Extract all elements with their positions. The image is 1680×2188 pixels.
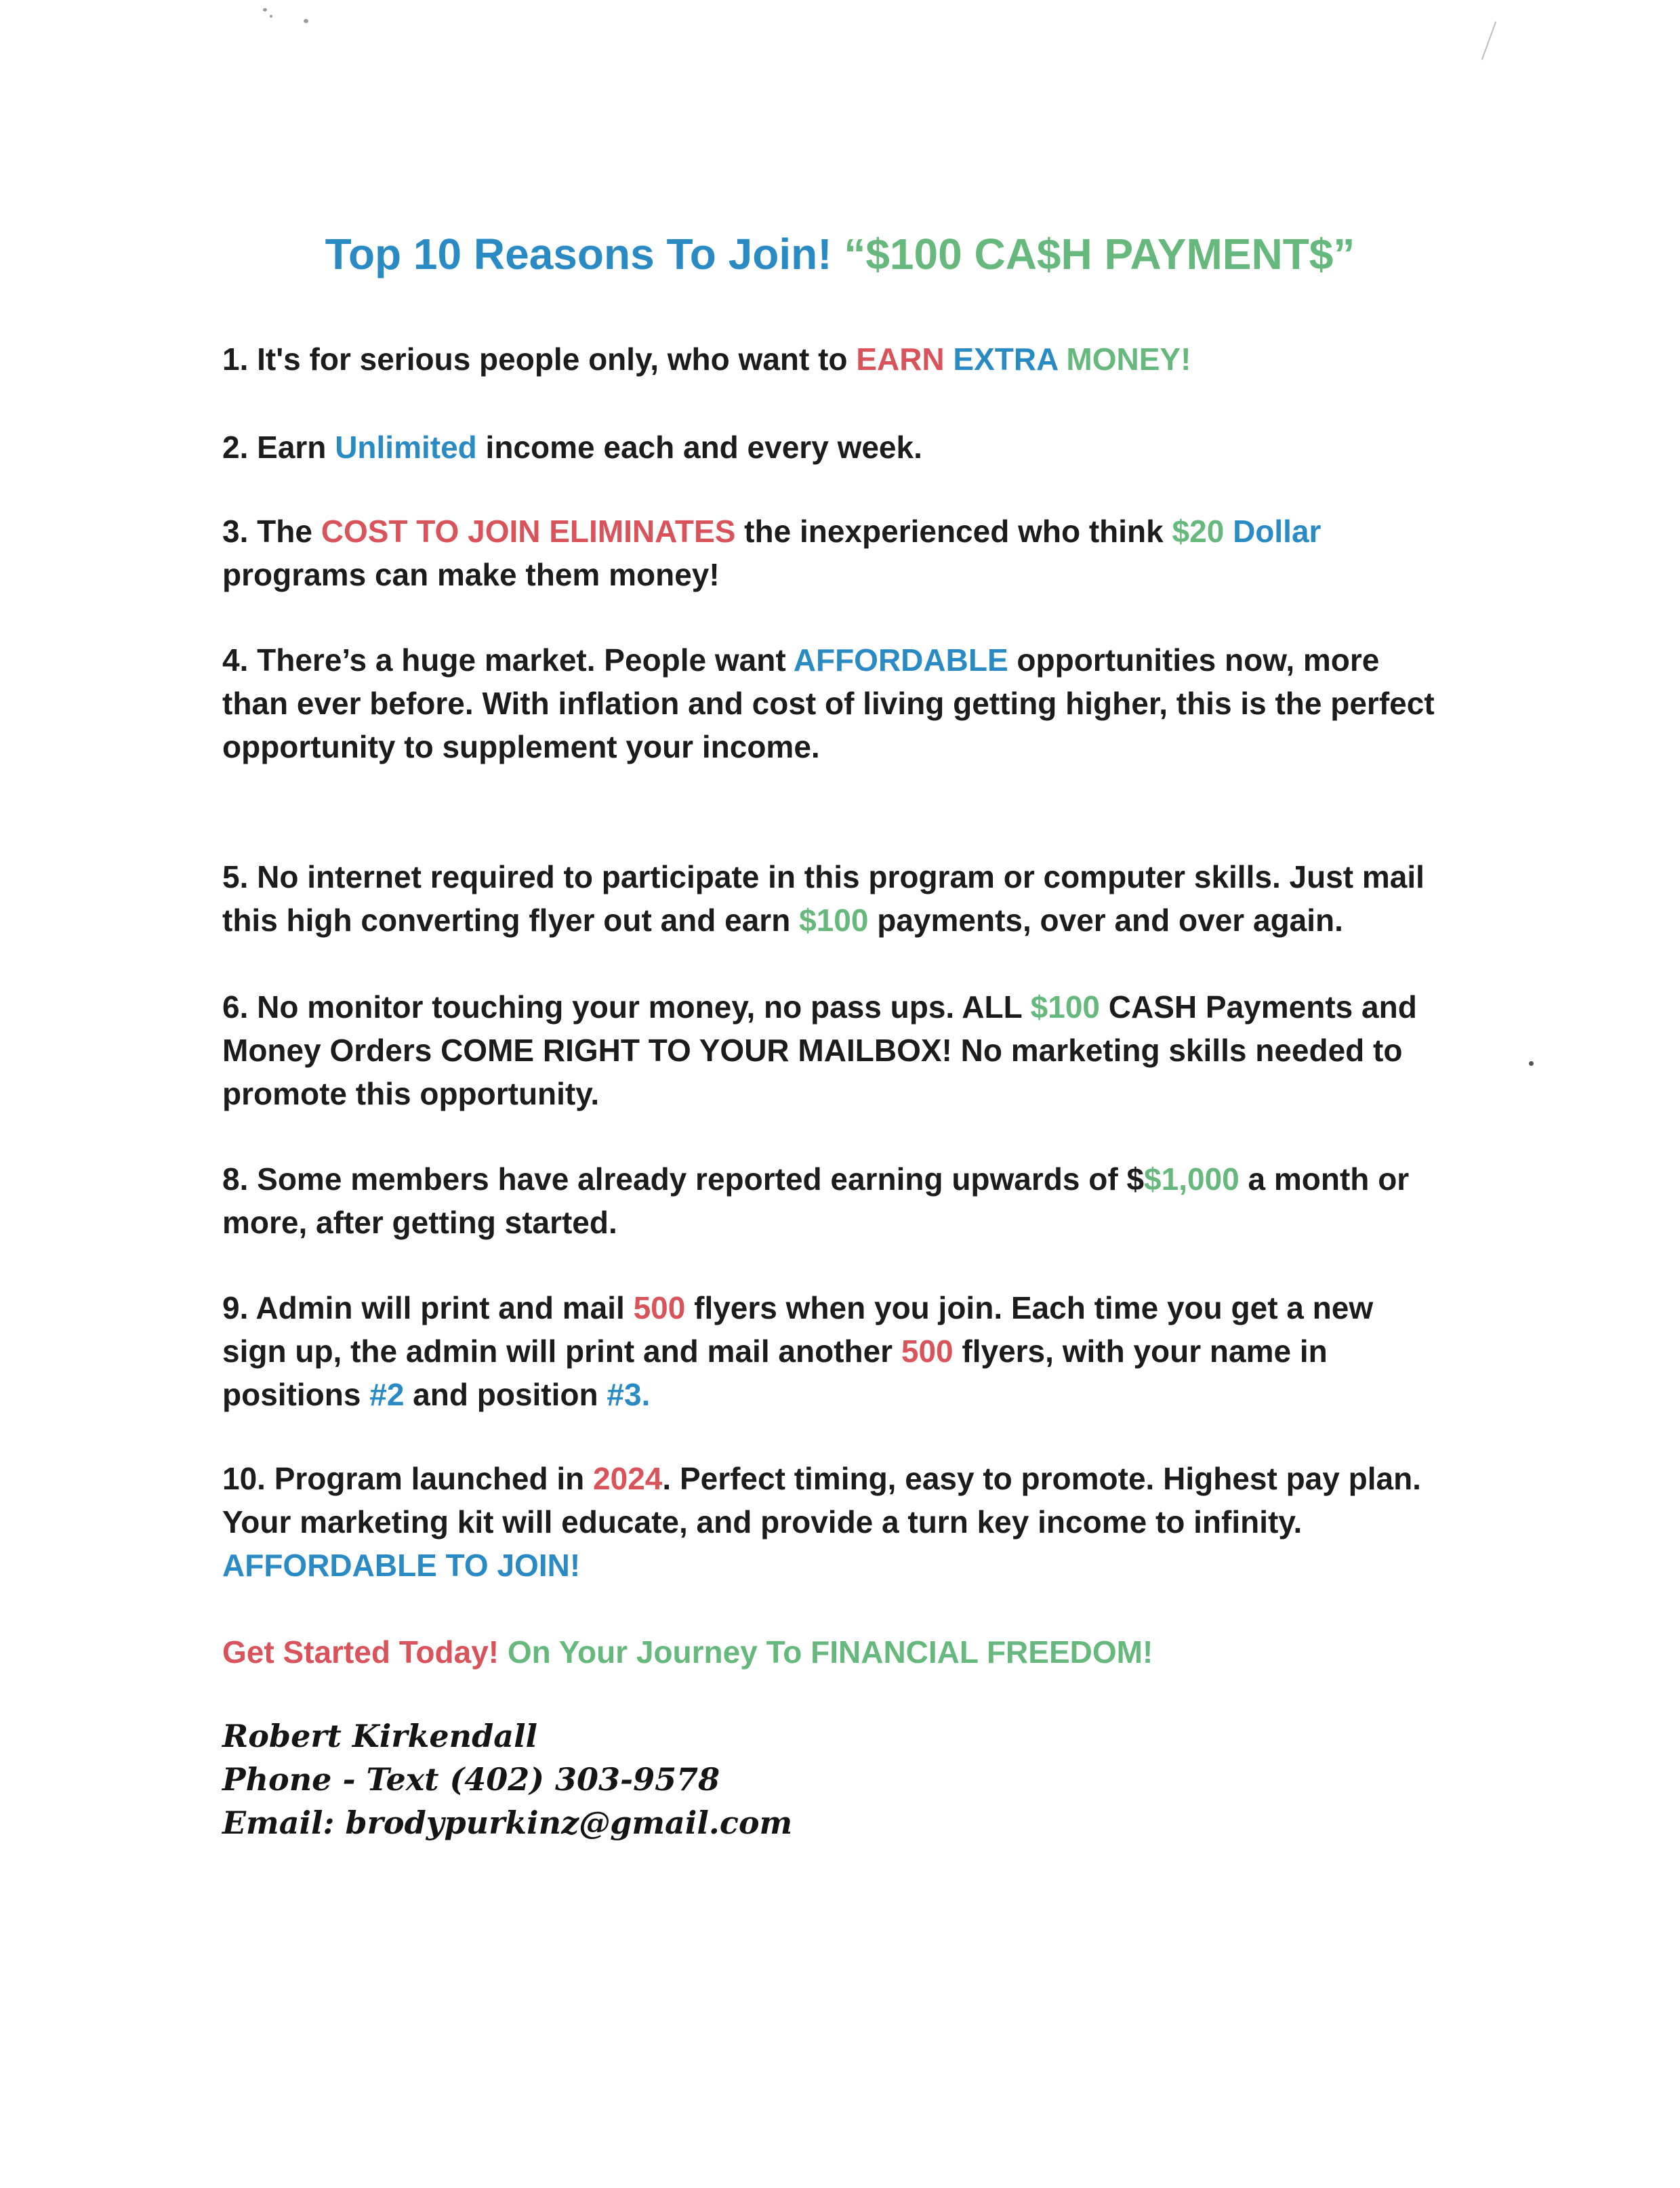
earn-text: EARN xyxy=(856,342,945,377)
scan-speck xyxy=(1529,1061,1534,1066)
signature-block xyxy=(222,1714,1239,1844)
financial-freedom-text: On Your Journey To FINANCIAL FREEDOM! xyxy=(499,1634,1153,1670)
position-3: #3 xyxy=(607,1377,642,1412)
signature-phone: Phone - Text (402) 303-9578 xyxy=(222,1761,720,1798)
scan-speck xyxy=(263,8,267,12)
title-part2: “$100 CA$H PAYMENT$” xyxy=(844,230,1355,278)
reason-5: 5. No internet required to participate in this program or computer skills. Just mail this high converting flyer out and earn $100 payments, over and over again. xyxy=(222,859,1425,938)
reason-8: 8. Some members have already reported earning upwards of $$1,000 a month or more, after getting started. xyxy=(222,1161,1410,1240)
reason-6: 6. No monitor touching your money, no pass ups. ALL $100 CASH Payments and Money Orders COME RIGHT TO YOUR MAILBOX! No marketing skills needed to promote this opportunity. xyxy=(222,989,1417,1111)
reason-10: 10. Program launched in 2024. Perfect timing, easy to promote. Highest pay plan. Your marketing kit will educate, and provide a turn key income to infinity. AFFORDABLE TO JOIN! xyxy=(222,1457,1510,1587)
affordable-text: AFFORDABLE xyxy=(793,642,1008,678)
reason-2: 2. Earn Unlimited income each and every week. xyxy=(222,430,922,465)
flyer-count: 500 xyxy=(901,1334,954,1369)
reason-3: 3. The COST TO JOIN ELIMINATES the inexperienced who think $20 Dollar programs can make them money! xyxy=(222,514,1322,592)
page-title xyxy=(0,224,1680,285)
money-text: MONEY! xyxy=(1066,342,1191,377)
cost-text: COST TO JOIN ELIMINATES xyxy=(321,514,736,549)
extra-text: EXTRA xyxy=(953,342,1058,377)
signature-email: Email: brodypurkinz@gmail.com xyxy=(222,1804,793,1841)
thousand-amount: $1,000 xyxy=(1144,1161,1239,1197)
call-to-action xyxy=(222,1630,1510,1674)
affordable-to-join: AFFORDABLE TO JOIN! xyxy=(222,1548,581,1583)
reason-9: 9. Admin will print and mail 500 flyers when you join. Each time you get a new sign up, the admin will print and mail another 500 flyers, with your name in positions #2 and position #3. xyxy=(222,1290,1374,1412)
hundred-amount: $100 xyxy=(1030,989,1100,1025)
dollar-text: Dollar xyxy=(1233,514,1322,549)
get-started-text: Get Started Today! xyxy=(222,1634,499,1670)
scan-speck xyxy=(304,19,308,23)
twenty-amount: $20 xyxy=(1172,514,1225,549)
reason-4: 4. There’s a huge market. People want AFFORDABLE opportunities now, more than ever before. With inflation and cost of living getting higher, this is the perfect opportunity to supplement your income. xyxy=(222,642,1435,764)
flyer-count: 500 xyxy=(633,1290,686,1325)
scan-speck xyxy=(270,15,272,18)
unlimited-text: Unlimited xyxy=(335,430,477,465)
title-part1: Top 10 Reasons To Join! xyxy=(325,230,832,278)
scan-mark xyxy=(1481,21,1496,60)
signature-name: Robert Kirkendall xyxy=(222,1718,538,1754)
position-2: #2 xyxy=(369,1377,405,1412)
hundred-amount: $100 xyxy=(799,903,869,938)
launch-year: 2024 xyxy=(593,1461,663,1496)
reason-1: 1. It's for serious people only, who want to EARN EXTRA MONEY! xyxy=(222,342,1191,377)
